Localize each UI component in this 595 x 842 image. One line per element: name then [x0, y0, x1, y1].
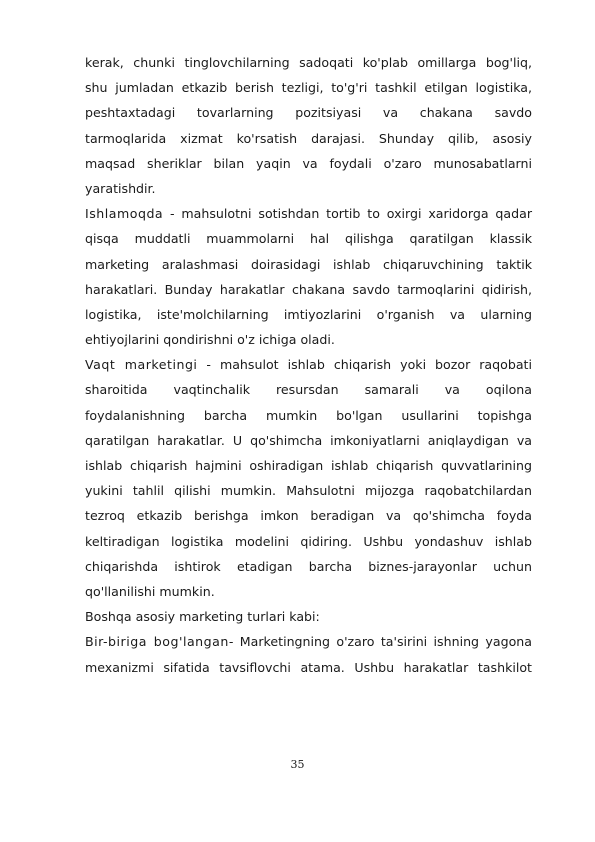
text-line: shu jumladan etkazib berish tezligi, to'g'ri tashkil etilgan logistika, [85, 80, 532, 96]
text-line: yukini tahlil qilishi mumkin. Mahsulotni mijozga raqobatchilardan [85, 483, 532, 499]
definition-text: - Marketingning o'zaro ta'sirini ishning yagona [228, 634, 532, 650]
definition-line [85, 201, 532, 226]
definition-line [85, 352, 532, 377]
definition-text: - mahsulotni sotishdan tortib to oxirgi xaridorga qadar [163, 206, 532, 222]
text-line: Boshqa asosiy marketing turlari kabi: [85, 609, 320, 625]
text-line: marketing aralashmasi doirasidagi ishlab chiqaruvchining taktik [85, 256, 532, 272]
text-line: ishlab chiqarish hajmini oshiradigan ishlab chiqarish quvvatlarining [85, 458, 532, 473]
text-line: logistika, iste'molchilarning imtiyozlarini o'rganish va ularning [85, 306, 532, 322]
text-line: qaratilgan harakatlar. U qo'shimcha imkoniyatlarni aniqlaydigan va [85, 432, 532, 448]
definition-line [85, 629, 532, 654]
text-line: tarmoqlarida xizmat ko'rsatish darajasi. Shunday qilib, asosiy [85, 130, 532, 146]
term-vaqt-marketingi: Vaqt marketingi [85, 357, 198, 373]
term-bir-biriga-boglangan: Bir-biriga bog'langan [85, 634, 229, 650]
definition-text: - mahsulot ishlab chiqarish yoki bozor raqobati [197, 357, 532, 373]
text-line: peshtaxtadagi tovarlarning pozitsiyasi va chakana savdo [85, 105, 532, 121]
text-line: tezroq etkazib berishga imkon beradigan va qo'shimcha foyda [85, 508, 532, 524]
text-line: yaratishdir. [85, 180, 156, 196]
document-page [85, 50, 532, 680]
text-line: harakatlari. Bunday harakatlar chakana savdo tarmoqlarini qidirish, [85, 281, 532, 297]
text-line: qisqa muddatli muammolarni hal qilishga qaratilgan klassik [85, 231, 532, 247]
text-line: kerak, chunki tinglovchilarning sadoqati ko'plab omillarga bog'liq, [85, 55, 532, 70]
text-line: keltiradigan logistika modelini qidiring. Ushbu yondashuv ishlab [85, 533, 532, 549]
page-number: 35 [290, 758, 305, 771]
text-line: mexanizmi sifatida tavsiflovchi atama. Ushbu harakatlar tashkilot [85, 659, 532, 675]
text-line: qo'llanilishi mumkin. [85, 583, 215, 599]
text-line: ehtiyojlarini qondirishni o'z ichiga oladi. [85, 332, 335, 348]
text-line: chiqarishda ishtirok etadigan barcha biznes-jarayonlar uchun [85, 558, 532, 574]
text-line: sharoitida vaqtinchalik resursdan samarali va oqilona [85, 382, 532, 398]
text-line: maqsad sheriklar bilan yaqin va foydali o'zaro munosabatlarni [85, 155, 532, 171]
text-line: foydalanishning barcha mumkin bo'lgan usullarini topishga [85, 407, 532, 423]
term-ishlamoqda: Ishlamoqda [85, 206, 164, 222]
